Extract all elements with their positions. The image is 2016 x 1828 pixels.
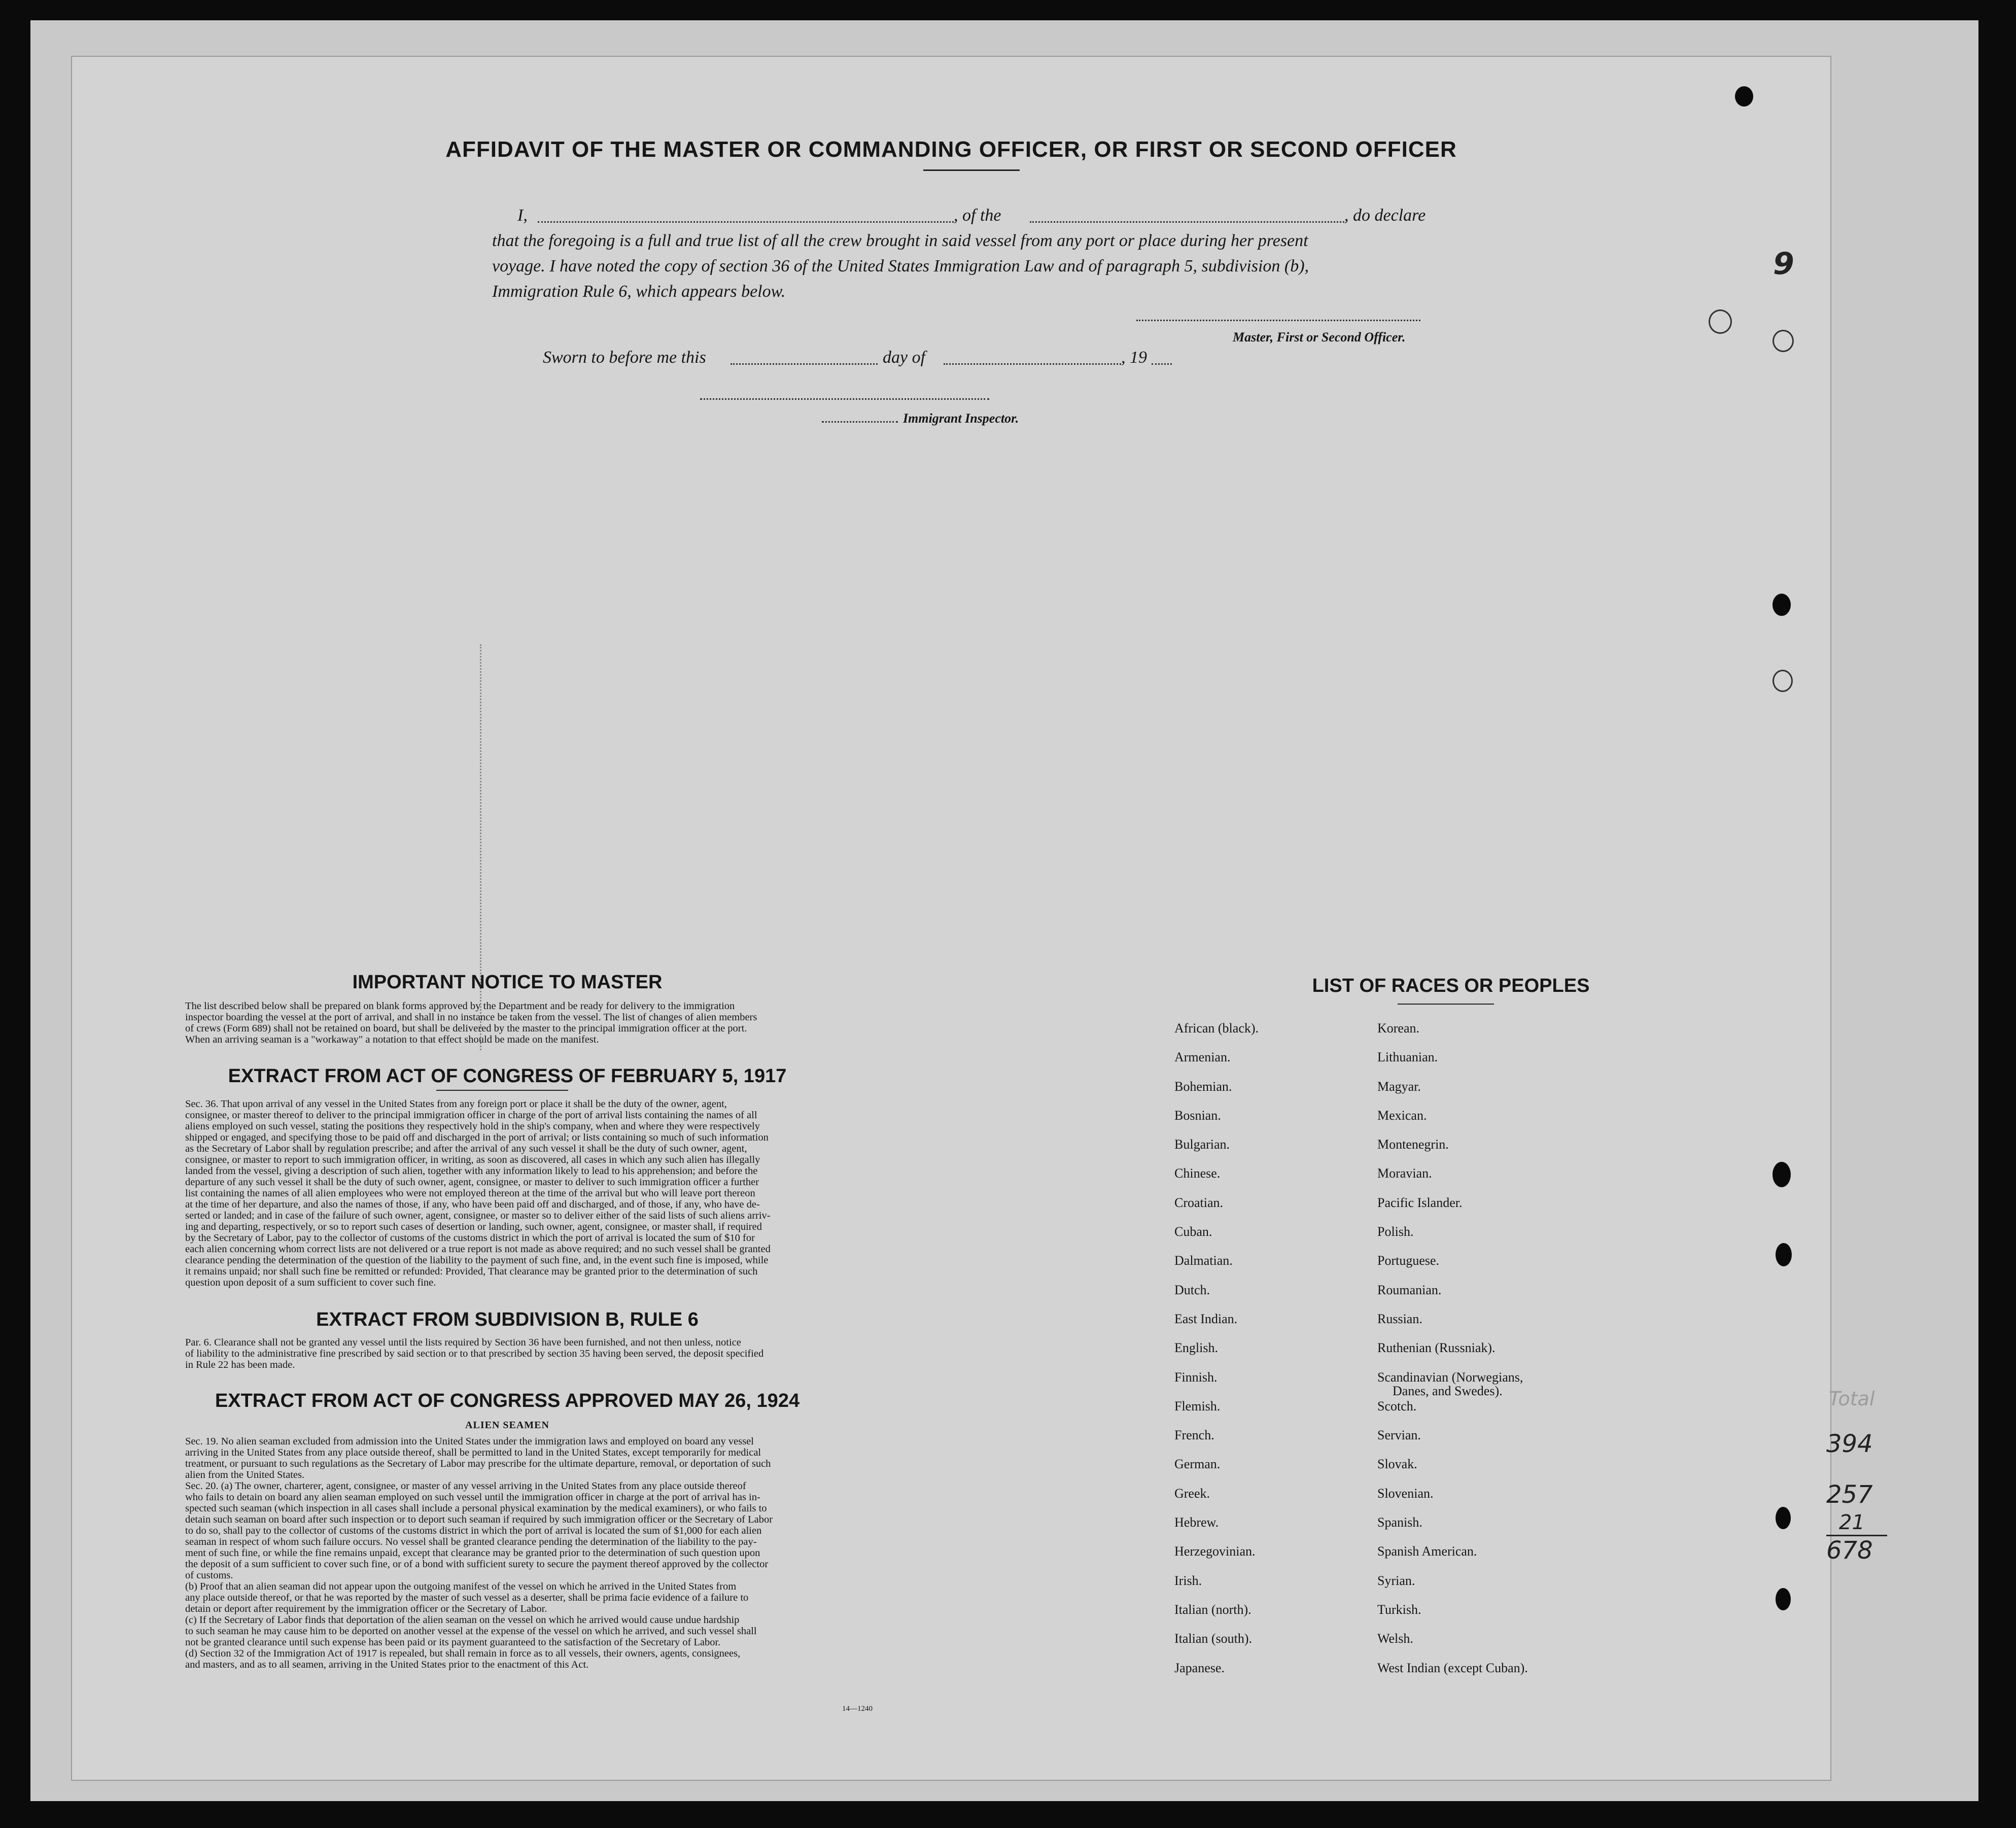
extract-1924-line: (b) Proof that an alien seaman did not appear upon the outgoing manifest of the vessel on which he arrived in the United States from xyxy=(185,1581,737,1592)
race-item: Lithuanian. xyxy=(1377,1050,1438,1065)
race-item: English. xyxy=(1174,1340,1218,1356)
race-item: East Indian. xyxy=(1174,1311,1238,1326)
races-title: LIST OF RACES OR PEOPLES xyxy=(1312,975,1590,996)
vessel-blank xyxy=(1030,221,1344,223)
binder-hole-icon xyxy=(1776,1243,1792,1266)
race-item: Moravian. xyxy=(1377,1166,1432,1181)
race-item: Welsh. xyxy=(1377,1631,1413,1646)
race-item: Spanish American. xyxy=(1377,1544,1477,1559)
race-item: Italian (north). xyxy=(1174,1602,1252,1617)
race-item: Korean. xyxy=(1377,1021,1420,1036)
binder-hole-icon xyxy=(1709,309,1732,334)
extract-1917-line: list containing the names of all alien employees who were not employed thereon at the time of the arrival but who will leave port thereon xyxy=(185,1188,755,1199)
extract-1924-line: and masters, and as to all seamen, arriving in the United States prior to the enactment of this Act. xyxy=(185,1659,589,1670)
race-item: French. xyxy=(1174,1428,1214,1443)
extract-1924-line: treatment, or pursuant to such regulations as the Secretary of Labor may prescribe for the ultimate departure, removal, or deportation of such xyxy=(185,1458,771,1469)
sworn-day-blank xyxy=(731,363,878,365)
inspector-signature-line xyxy=(700,398,989,400)
race-item: Bohemian. xyxy=(1174,1079,1232,1094)
race-item: Italian (south). xyxy=(1174,1631,1253,1646)
affidavit-line-1 xyxy=(517,203,1552,228)
sworn-line xyxy=(543,345,1253,370)
extract-1917-line: as the Secretary of Labor shall by regulation prescribe; and after the arrival of any such vessel it shall be the duty of such owner, agent, xyxy=(185,1143,747,1154)
binder-hole-icon xyxy=(1735,86,1753,107)
extract-1924-line: alien from the United States. xyxy=(185,1469,305,1480)
race-item: Scandinavian (Norwegians, xyxy=(1377,1369,1523,1385)
extract-1924-line: detain or deport after requirement by the immigration officer or the Secretary of Labor. xyxy=(185,1603,547,1614)
manifest-page xyxy=(71,56,1831,1781)
race-item: Slovenian. xyxy=(1377,1486,1434,1501)
extract-1917-line: ing and departing, respectively, or so to report such cases of desertion or landing, such owner, agent, consignee, or master shall, if required xyxy=(185,1221,762,1232)
extract-1924-line: not be granted clearance until such expense has been paid or its payment guaranteed to the satisfaction of the Secretary of Labor. xyxy=(185,1637,721,1648)
notice-line: The list described below shall be prepared on blank forms approved by the Department and be ready for delivery to the immigration xyxy=(185,1001,735,1012)
tally-value-3: 21 xyxy=(1839,1511,1865,1534)
affidavit-line-4: Immigration Rule 6, which appears below. xyxy=(492,282,786,301)
sworn-prefix: Sworn to before me this xyxy=(543,348,706,367)
extract-1924-line: the deposit of a sum sufficient to cover such fine, or of a bond with sufficient surety to secure the payment thereof approved by the collector xyxy=(185,1559,769,1570)
tally-value-2: 257 xyxy=(1826,1480,1873,1509)
extract-1924-line: ment of such fine, or while the fine remains unpaid, except that clearance may be granted prior to the determination of such question upon xyxy=(185,1547,760,1559)
race-item: Magyar. xyxy=(1377,1079,1421,1094)
race-item: Armenian. xyxy=(1174,1050,1231,1065)
extract-1917-title: EXTRACT FROM ACT OF CONGRESS OF FEBRUARY 5, 1917 xyxy=(228,1065,787,1087)
tally-value-4: 678 xyxy=(1826,1536,1873,1565)
race-item: Hebrew. xyxy=(1174,1515,1219,1530)
extract-1917-line: at the time of her departure, and also the names of those, if any, who have been paid off and discharged, and of those, if any, who have de- xyxy=(185,1199,760,1210)
race-item: Turkish. xyxy=(1377,1602,1421,1617)
race-item: Herzegovinian. xyxy=(1174,1544,1256,1559)
extract-1917-line: by the Secretary of Labor, pay to the collector of customs of the customs district in which the port of arrival is located the sum of $10 for xyxy=(185,1232,755,1244)
race-item: Montenegrin. xyxy=(1377,1137,1449,1152)
affidavit-line-3: voyage. I have noted the copy of section 36 of the United States Immigration Law and of paragraph 5, subdivision (b), xyxy=(492,257,1309,275)
extract-1917-line: it remains unpaid; nor shall such fine be remitted or refunded: Provided, That clearance may be granted prior to the determination of such xyxy=(185,1266,758,1277)
notice-title: IMPORTANT NOTICE TO MASTER xyxy=(352,972,663,993)
notice-line: When an arriving seaman is a "workaway" a notation to that effect should be made on the manifest. xyxy=(185,1034,599,1045)
binder-hole-icon xyxy=(1776,1507,1791,1529)
race-item: African (black). xyxy=(1174,1021,1259,1036)
race-item: Servian. xyxy=(1377,1428,1421,1443)
race-item: Japanese. xyxy=(1174,1660,1225,1675)
sworn-year-label: , 19 xyxy=(1121,348,1147,367)
race-item: Roumanian. xyxy=(1377,1282,1442,1297)
extract-1917-line: aliens employed on such vessel, stating the positions they respectively hold in the ship's company, when and where they were respectively xyxy=(185,1121,760,1132)
race-item: Pacific Islander. xyxy=(1377,1195,1463,1210)
extract-1917-underline xyxy=(436,1090,568,1091)
extract-1924-line: seaman in respect of whom such failure occurs. No vessel shall be granted clearance pending the determination of the liability to the pay- xyxy=(185,1536,757,1547)
extract-1917-line: landed from the vessel, giving a description of such alien, together with any information likely to lead to his apprehension; and before the xyxy=(185,1165,758,1177)
extract-1917-line: shipped or engaged, and specifying those to be paid off and discharged in the port of arrival; or lists containing so much of such information xyxy=(185,1132,769,1143)
race-item: German. xyxy=(1174,1457,1221,1472)
race-item: Chinese. xyxy=(1174,1166,1221,1181)
affidavit-declare: , do declare xyxy=(1344,206,1426,225)
race-item: Syrian. xyxy=(1377,1573,1415,1588)
race-item: Slovak. xyxy=(1377,1457,1417,1472)
inspector-prefix-line xyxy=(822,421,898,423)
extract-1917-body xyxy=(185,1098,906,1288)
race-item: Russian. xyxy=(1377,1311,1422,1326)
extract-1924-line: Sec. 20. (a) The owner, charterer, agent, consignee, or master of any vessel arriving in the United States from any place outside thereof xyxy=(185,1480,746,1492)
extract-1924-line: to such seaman he may cause him to be deported on another vessel at the expense of the vessel on which he arrived, and such vessel shall xyxy=(185,1626,757,1637)
races-left-column xyxy=(1174,1021,1259,1689)
extract-1924-line: any place outside thereof, or that he was reported by the master of such vessel as a deserter, shall be prima facie evidence of a failure to xyxy=(185,1592,749,1603)
race-item: Finnish. xyxy=(1174,1369,1218,1385)
race-item: Bulgarian. xyxy=(1174,1137,1230,1152)
tally-value-1: 394 xyxy=(1826,1430,1873,1458)
extract-1924-title: EXTRACT FROM ACT OF CONGRESS APPROVED MAY 26, 1924 xyxy=(215,1390,800,1411)
extract-rule6-title: EXTRACT FROM SUBDIVISION B, RULE 6 xyxy=(316,1309,699,1330)
sworn-day-label: day of xyxy=(883,348,926,367)
race-item: Ruthenian (Russniak). xyxy=(1377,1340,1496,1356)
races-right-column xyxy=(1377,1021,1528,1689)
extract-1917-line: clearance pending the determination of the question of the liability to the payment of such fine, and, in the event such fine is imposed, while xyxy=(185,1255,769,1266)
extract-1917-line: question upon deposit of a sum sufficient to cover such fine. xyxy=(185,1277,436,1288)
race-item: Irish. xyxy=(1174,1573,1202,1588)
extract-1924-line: to do so, shall pay to the collector of customs of the customs district in which the port of arrival is located the sum of $1,000 for each alien xyxy=(185,1525,762,1536)
notice-line: inspector boarding the vessel at the port of arrival, and shall in no instance be taken from the vessel. The list of changes of alien members xyxy=(185,1012,757,1023)
inspector-label: Immigrant Inspector. xyxy=(903,411,1019,426)
race-item: Mexican. xyxy=(1377,1108,1427,1123)
sworn-year-blank xyxy=(1152,363,1172,365)
extract-1924-line: (d) Section 32 of the Immigration Act of 1917 is repealed, but shall remain in force as to all vessels, their owners, agents, consignees, xyxy=(185,1648,741,1659)
affidavit-i: I, xyxy=(517,206,528,225)
race-item: Flemish. xyxy=(1174,1398,1221,1413)
race-item: Croatian. xyxy=(1174,1195,1224,1210)
race-item: Bosnian. xyxy=(1174,1108,1221,1123)
race-item: Dutch. xyxy=(1174,1282,1210,1297)
master-signature-line xyxy=(1136,320,1420,321)
extract-1917-line: Sec. 36. That upon arrival of any vessel in the United States from any foreign port or place it shall be the duty of the owner, agent, xyxy=(185,1098,727,1110)
extract-1924-line: spected such seaman (which inspection in all cases shall include a personal physical examination by the medical examiners), or who fails to xyxy=(185,1503,767,1514)
extract-1924-line: arriving in the United States from any place outside thereof, shall be permitted to land in the United States, except temporarily for medical xyxy=(185,1447,761,1458)
affidavit-of-the: , of the xyxy=(954,206,1001,225)
notice-line: of crews (Form 689) shall not be retained on board, but shall be delivered by the master to the principal immigration officer at the port. xyxy=(185,1023,747,1034)
title-underline xyxy=(923,169,1020,171)
extract-rule6-line: of liability to the administrative fine prescribed by said section or to that prescribed by section 35 having been served, the deposit specified xyxy=(185,1348,764,1359)
notice-body xyxy=(185,1001,906,1045)
race-item: Portuguese. xyxy=(1377,1253,1440,1268)
extract-1917-line: serted or landed; and in case of the failure of such owner, agent, consignee, or master so to deliver either of the said lists of such aliens arriv- xyxy=(185,1210,771,1221)
binder-hole-icon xyxy=(1772,330,1794,352)
extract-1924-line: Sec. 19. No alien seaman excluded from admission into the United States under the immigration laws and employed on board any vessel xyxy=(185,1436,754,1447)
name-blank xyxy=(538,221,954,223)
race-item: Dalmatian. xyxy=(1174,1253,1233,1268)
affidavit-title: AFFIDAVIT OF THE MASTER OR COMMANDING OFFICER, OR FIRST OR SECOND OFFICER xyxy=(445,137,1457,162)
tally-total-label: Total xyxy=(1829,1388,1875,1410)
extract-1917-line: departure of any such vessel it shall be the duty of such owner, agent, consignee, or master to deliver to such immigration officer a further xyxy=(185,1177,759,1188)
affidavit-line-2: that the foregoing is a full and true list of all the crew brought in said vessel from any port or place during her present xyxy=(492,231,1308,250)
extract-1924-body xyxy=(185,1436,906,1670)
races-underline xyxy=(1398,1004,1494,1005)
master-signature-label: Master, First or Second Officer. xyxy=(1233,330,1406,344)
extract-1917-line: each alien concerning whom correct lists are not delivered or a true report is not made as above required; and no such vessel shall be granted xyxy=(185,1244,771,1255)
binder-hole-icon xyxy=(1772,670,1793,692)
race-item: Greek. xyxy=(1174,1486,1210,1501)
extract-1924-line: who fails to detain on board any alien seaman employed on such vessel until the immigration officer in charge at the port of arrival has in- xyxy=(185,1492,760,1503)
race-item: Polish. xyxy=(1377,1224,1414,1239)
extract-rule6-body xyxy=(185,1337,906,1370)
binder-hole-icon xyxy=(1776,1588,1791,1610)
extract-rule6-line: Par. 6. Clearance shall not be granted any vessel until the lists required by Section 36 have been furnished, and not then unless, notice xyxy=(185,1337,741,1348)
extract-1924-subtitle: ALIEN SEAMEN xyxy=(465,1420,549,1431)
race-item: Cuban. xyxy=(1174,1224,1212,1239)
binder-hole-icon xyxy=(1772,594,1791,616)
extract-rule6-line: in Rule 22 has been made. xyxy=(185,1359,295,1370)
extract-1924-line: of customs. xyxy=(185,1570,233,1581)
extract-1917-line: consignee, or master to report to such immigration officer, in writing, as soon as discovered, all cases in which any such alien has illegally xyxy=(185,1154,760,1165)
race-item: West Indian (except Cuban). xyxy=(1377,1660,1528,1675)
extract-1924-line: (c) If the Secretary of Labor finds that deportation of the alien seaman on the vessel on which he arrived would cause undue hardship xyxy=(185,1614,740,1626)
race-item-scandinavian xyxy=(1377,1370,1528,1399)
sworn-month-blank xyxy=(944,363,1121,365)
race-item: Scotch. xyxy=(1377,1398,1417,1413)
race-item: Spanish. xyxy=(1377,1515,1422,1530)
handwritten-page-number: 9 xyxy=(1773,246,1794,282)
race-item-continuation: Danes, and Swedes). xyxy=(1393,1383,1503,1398)
binder-hole-icon xyxy=(1772,1162,1791,1187)
extract-1924-line: detain such seaman on board after such inspection or to deport such seaman if required by such immigration officer or the Secretary of Labor xyxy=(185,1514,773,1525)
form-number: 14—1240 xyxy=(842,1705,873,1713)
extract-1917-line: consignee, or master thereof to deliver to the principal immigration officer in charge of the port of arrival lists containing the names of all xyxy=(185,1110,757,1121)
